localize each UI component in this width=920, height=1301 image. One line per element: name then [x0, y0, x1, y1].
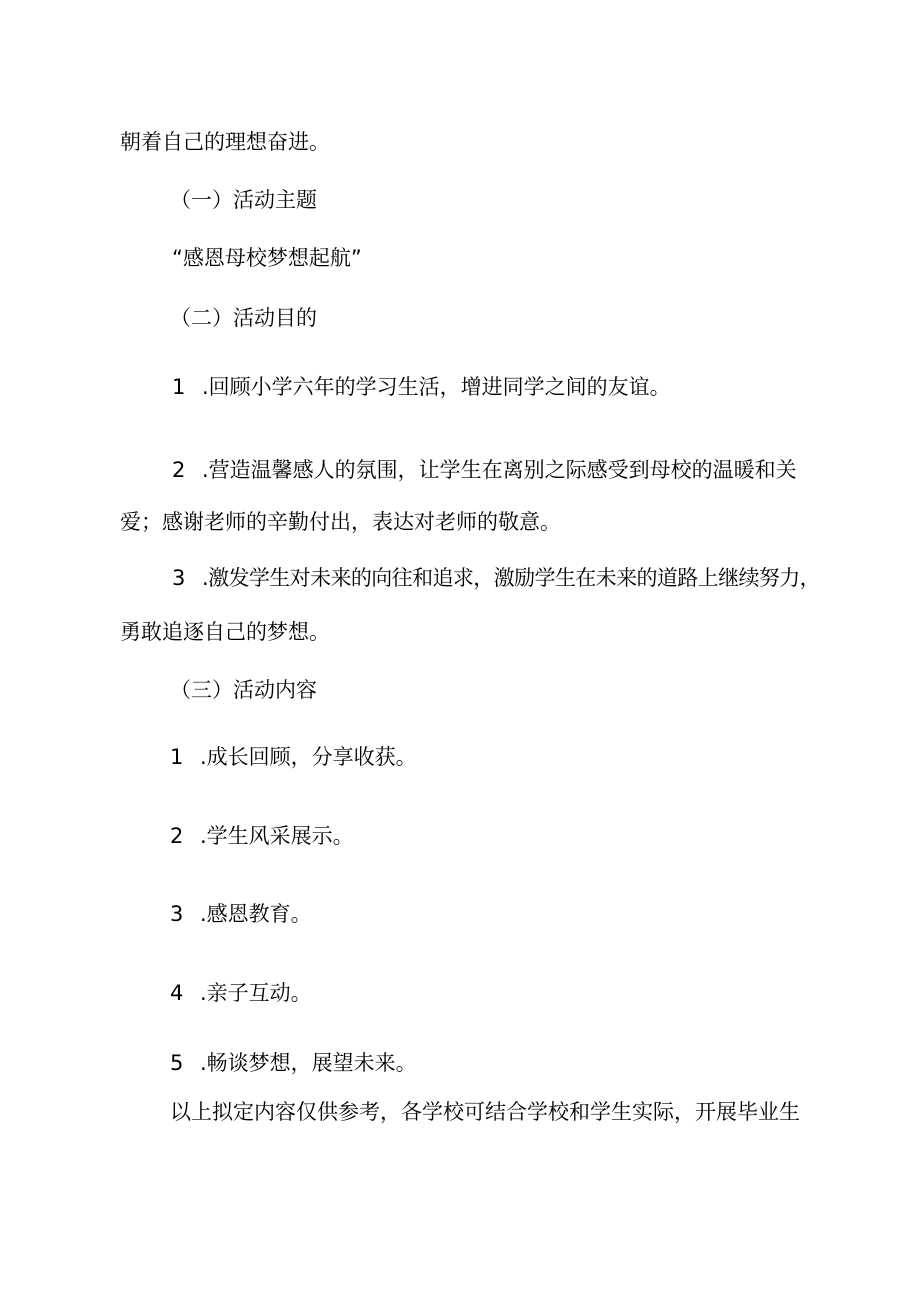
content-item-2-text: .学生风采展示。 — [200, 824, 354, 848]
purpose-item-3-text: .激发学生对未来的向往和追求，激励学生在未来的道路上继续努力， — [202, 566, 821, 590]
content-item-2-number: 2 — [170, 824, 184, 848]
purpose-item-3-continuation: 勇敢追逐自己的梦想。 — [120, 620, 330, 644]
content-item-3 — [170, 900, 312, 928]
section1-heading: （一）活动主题 — [170, 188, 317, 212]
section2-heading: （二）活动目的 — [170, 306, 317, 330]
purpose-item-2-text: .营造温馨感人的氛围，让学生在离别之际感受到母校的温暖和关 — [202, 458, 797, 482]
activity-theme-text: “感恩母校梦想起航” — [172, 246, 362, 270]
purpose-item-3 — [172, 564, 820, 592]
purpose-item-2-continuation: 爱；感谢老师的辛勤付出，表达对老师的敬意。 — [120, 510, 561, 534]
content-item-5-text: .畅谈梦想，展望未来。 — [200, 1051, 417, 1075]
content-item-2 — [170, 822, 354, 850]
intro-tail-text: 朝着自己的理想奋进。 — [120, 130, 330, 154]
purpose-item-3-number: 3 — [172, 566, 186, 590]
purpose-item-1-number: 1 — [172, 375, 186, 399]
section3-heading: （三）活动内容 — [170, 678, 317, 702]
purpose-item-2-number: 2 — [172, 458, 186, 482]
purpose-item-1 — [172, 373, 671, 401]
content-item-1 — [170, 743, 417, 771]
content-item-5-number: 5 — [170, 1051, 184, 1075]
content-item-4-text: .亲子互动。 — [200, 981, 312, 1005]
purpose-item-2 — [172, 456, 797, 484]
content-item-3-number: 3 — [170, 902, 184, 926]
content-item-5 — [170, 1049, 417, 1077]
content-item-4 — [170, 979, 312, 1007]
content-item-4-number: 4 — [170, 981, 184, 1005]
content-item-1-text: .成长回顾，分享收获。 — [200, 745, 417, 769]
purpose-item-1-text: .回顾小学六年的学习生活，增进同学之间的友谊。 — [202, 375, 671, 399]
content-item-3-text: .感恩教育。 — [200, 902, 312, 926]
content-item-1-number: 1 — [170, 745, 184, 769]
closing-paragraph: 以上拟定内容仅供参考，各学校可结合学校和学生实际，开展毕业生 — [170, 1100, 800, 1124]
